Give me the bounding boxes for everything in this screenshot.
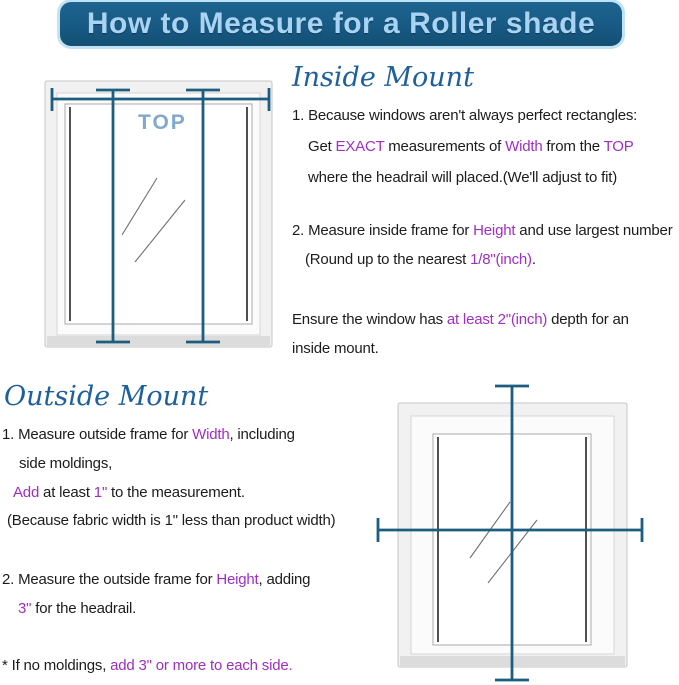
text-segment: Add (13, 483, 40, 501)
text-segment: depth for an (547, 311, 629, 328)
text-segment: (Because fabric width is 1" less than product width) (7, 512, 336, 530)
text-segment: 1. Measure outside frame for (2, 426, 193, 443)
outside-mount-item1 (2, 421, 335, 536)
text-segment: inside mount. (292, 339, 379, 357)
text-segment: to the measurement. (107, 483, 245, 501)
text-segment: * If no moldings, (2, 657, 111, 674)
top-label: TOP (138, 111, 187, 134)
text-line (292, 100, 637, 131)
no-moldings-footnote (2, 655, 292, 677)
text-segment: Height (216, 571, 259, 588)
text-line (292, 335, 629, 364)
text-segment: (Round up to the nearest (305, 251, 471, 268)
text-segment: side moldings, (19, 454, 113, 472)
text-segment: Width (192, 426, 230, 443)
text-segment: , adding (258, 571, 311, 588)
header-banner (60, 2, 622, 46)
text-segment: , including (229, 426, 295, 443)
text-line (2, 421, 335, 450)
text-segment: for the headrail. (31, 599, 137, 617)
text-line (2, 566, 310, 595)
text-line (292, 162, 637, 193)
text-segment: 1" (93, 483, 108, 501)
text-segment: Ensure the window has (292, 311, 447, 328)
text-line (292, 306, 629, 335)
text-segment: 1. Because windows aren't always perfect rectangles: (292, 107, 638, 124)
text-segment: TOP (603, 138, 634, 155)
text-segment: measurements of (384, 138, 506, 155)
window-glass (65, 104, 252, 324)
inside-mount-depth-note (292, 306, 629, 363)
text-segment: 3" (18, 599, 32, 617)
text-segment: 2. Measure inside frame for (292, 222, 474, 239)
text-segment: 2. Measure the outside frame for (2, 571, 217, 588)
text-line (2, 595, 310, 624)
text-segment: EXACT (335, 138, 385, 155)
text-line (2, 507, 335, 536)
text-segment: where the headrail will placed.(We'll adjust to fit) (308, 169, 618, 186)
text-segment: Get (308, 138, 336, 155)
text-segment: and use largest number (515, 222, 673, 239)
text-line (2, 450, 335, 479)
text-segment: add 3" or more to each side. (110, 657, 293, 674)
text-line (2, 655, 292, 677)
inside-mount-item1 (292, 100, 637, 193)
text-line (2, 479, 335, 508)
text-line (292, 245, 673, 274)
text-segment: from the (542, 138, 604, 155)
text-segment: at least 2"(inch) (446, 311, 548, 328)
text-segment: at least (39, 483, 94, 501)
outside-mount-heading: Outside Mount (4, 381, 209, 412)
outside-mount-window-illustration (370, 380, 652, 685)
inside-mount-item2 (292, 216, 673, 274)
text-line (292, 216, 673, 245)
text-segment: 1/8"(inch) (470, 251, 532, 268)
text-segment: Height (473, 222, 516, 239)
text-segment: Width (505, 138, 543, 155)
window-sill-shadow (47, 336, 270, 346)
inside-mount-heading: Inside Mount (292, 62, 474, 93)
page-title: How to Measure for a Roller shade (86, 7, 596, 40)
text-segment: . (531, 251, 536, 268)
text-line (292, 131, 637, 162)
outside-mount-item2 (2, 566, 310, 623)
